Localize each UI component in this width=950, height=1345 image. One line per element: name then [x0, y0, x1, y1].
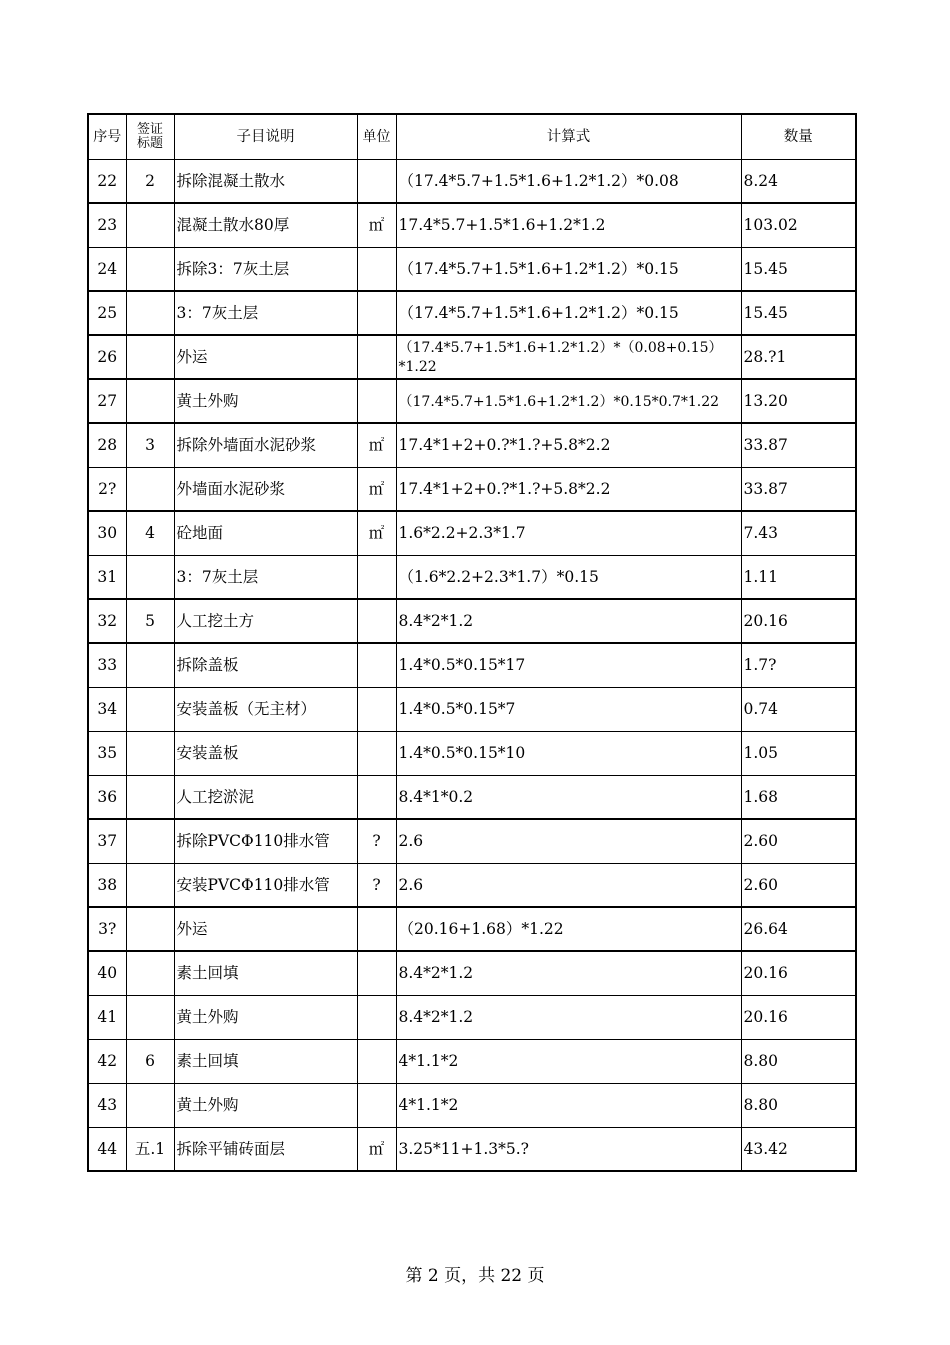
table-row	[88, 687, 856, 731]
cell-quantity: 8.24	[741, 159, 856, 203]
page-footer: 第 2 页，共 22 页	[405, 1266, 545, 1286]
cell-formula: （17.4*5.7+1.5*1.6+1.2*1.2）*0.15	[396, 247, 741, 291]
cell-formula: 1.4*0.5*0.15*17	[396, 643, 741, 687]
cell-description: 砼地面	[174, 511, 357, 555]
cell-unit	[357, 775, 396, 819]
cell-visa-title	[126, 907, 174, 951]
table-row	[88, 1083, 856, 1127]
cell-unit	[357, 687, 396, 731]
cell-description: 3：7灰土层	[174, 291, 357, 335]
cell-visa-title	[126, 203, 174, 247]
cell-visa-title: 五.1	[126, 1127, 174, 1171]
cell-formula: （1.6*2.2+2.3*1.7）*0.15	[396, 555, 741, 599]
cell-unit	[357, 247, 396, 291]
header-description: 子目说明	[174, 114, 357, 159]
cell-seq: 40	[88, 951, 126, 995]
cell-seq: 26	[88, 335, 126, 379]
table-row	[88, 643, 856, 687]
cell-unit: ㎡	[357, 1127, 396, 1171]
cell-visa-title	[126, 731, 174, 775]
cell-formula: 1.6*2.2+2.3*1.7	[396, 511, 741, 555]
cell-seq: 43	[88, 1083, 126, 1127]
cell-quantity: 26.64	[741, 907, 856, 951]
table-row	[88, 599, 856, 643]
quantity-calculation-table	[87, 113, 857, 1172]
cell-quantity: 8.80	[741, 1083, 856, 1127]
cell-description: 人工挖淤泥	[174, 775, 357, 819]
cell-description: 黄土外购	[174, 379, 357, 423]
cell-quantity: 7.43	[741, 511, 856, 555]
cell-visa-title	[126, 819, 174, 863]
cell-quantity: 0.74	[741, 687, 856, 731]
table-row	[88, 1127, 856, 1171]
cell-quantity: 43.42	[741, 1127, 856, 1171]
cell-visa-title	[126, 995, 174, 1039]
cell-description: 混凝土散水80厚	[174, 203, 357, 247]
cell-quantity: 20.16	[741, 995, 856, 1039]
cell-formula: 1.4*0.5*0.15*10	[396, 731, 741, 775]
cell-description: 安装盖板（无主材）	[174, 687, 357, 731]
cell-quantity: 15.45	[741, 291, 856, 335]
cell-formula: 17.4*5.7+1.5*1.6+1.2*1.2	[396, 203, 741, 247]
cell-seq: 27	[88, 379, 126, 423]
cell-description: 3：7灰土层	[174, 555, 357, 599]
cell-seq: 23	[88, 203, 126, 247]
cell-unit	[357, 951, 396, 995]
cell-description: 拆除3：7灰土层	[174, 247, 357, 291]
table-row	[88, 335, 856, 379]
cell-unit: ㎡	[357, 511, 396, 555]
cell-seq: 38	[88, 863, 126, 907]
header-visa-line2: 标题	[136, 135, 163, 151]
cell-unit	[357, 1039, 396, 1083]
cell-unit	[357, 599, 396, 643]
cell-visa-title	[126, 687, 174, 731]
cell-seq: 28	[88, 423, 126, 467]
table-row	[88, 555, 856, 599]
cell-seq: 32	[88, 599, 126, 643]
cell-quantity: 103.02	[741, 203, 856, 247]
table-row	[88, 379, 856, 423]
cell-visa-title: 3	[126, 423, 174, 467]
cell-quantity: 15.45	[741, 247, 856, 291]
cell-visa-title	[126, 467, 174, 511]
cell-seq: 22	[88, 159, 126, 203]
table-body	[88, 159, 856, 1171]
header-unit: 单位	[357, 114, 396, 159]
table-row	[88, 291, 856, 335]
cell-quantity: 2.60	[741, 863, 856, 907]
cell-visa-title	[126, 247, 174, 291]
table-row	[88, 731, 856, 775]
cell-quantity: 1.05	[741, 731, 856, 775]
table-row	[88, 863, 856, 907]
cell-seq: 37	[88, 819, 126, 863]
cell-formula: 2.6	[396, 863, 741, 907]
cell-seq: 24	[88, 247, 126, 291]
cell-visa-title	[126, 951, 174, 995]
cell-seq: 33	[88, 643, 126, 687]
cell-unit: ㎡	[357, 203, 396, 247]
cell-unit: ㎡	[357, 467, 396, 511]
cell-unit	[357, 555, 396, 599]
cell-seq: 34	[88, 687, 126, 731]
cell-quantity: 20.16	[741, 951, 856, 995]
cell-unit	[357, 159, 396, 203]
cell-quantity: 1.7?	[741, 643, 856, 687]
table-row	[88, 775, 856, 819]
cell-visa-title	[126, 335, 174, 379]
cell-visa-title: 4	[126, 511, 174, 555]
cell-formula: 3.25*11+1.3*5.?	[396, 1127, 741, 1171]
table-row	[88, 819, 856, 863]
table-header-row	[88, 114, 856, 159]
header-visa-line1: 签证	[136, 121, 163, 137]
cell-description: 黄土外购	[174, 995, 357, 1039]
cell-seq: 25	[88, 291, 126, 335]
cell-visa-title	[126, 291, 174, 335]
cell-formula: （17.4*5.7+1.5*1.6+1.2*1.2）*0.15	[396, 291, 741, 335]
cell-formula: （17.4*5.7+1.5*1.6+1.2*1.2）*（0.08+0.15）*1.22	[396, 335, 741, 379]
cell-formula: （17.4*5.7+1.5*1.6+1.2*1.2）*0.08	[396, 159, 741, 203]
cell-description: 人工挖土方	[174, 599, 357, 643]
table-row	[88, 995, 856, 1039]
cell-seq: 42	[88, 1039, 126, 1083]
cell-formula: （17.4*5.7+1.5*1.6+1.2*1.2）*0.15*0.7*1.22	[396, 379, 741, 423]
cell-visa-title	[126, 379, 174, 423]
cell-seq: 35	[88, 731, 126, 775]
table-row	[88, 467, 856, 511]
cell-description: 拆除PVCΦ110排水管	[174, 819, 357, 863]
table-row	[88, 203, 856, 247]
cell-description: 外运	[174, 907, 357, 951]
header-seq: 序号	[88, 114, 126, 159]
cell-description: 安装盖板	[174, 731, 357, 775]
cell-formula: 17.4*1+2+0.?*1.?+5.8*2.2	[396, 467, 741, 511]
cell-description: 素土回填	[174, 951, 357, 995]
table-row	[88, 423, 856, 467]
cell-unit	[357, 1083, 396, 1127]
cell-seq: 44	[88, 1127, 126, 1171]
cell-description: 拆除盖板	[174, 643, 357, 687]
cell-visa-title: 2	[126, 159, 174, 203]
cell-unit	[357, 907, 396, 951]
header-formula: 计算式	[396, 114, 741, 159]
cell-quantity: 13.20	[741, 379, 856, 423]
table-row	[88, 907, 856, 951]
cell-description: 黄土外购	[174, 1083, 357, 1127]
table-row	[88, 511, 856, 555]
cell-unit	[357, 291, 396, 335]
cell-formula: 4*1.1*2	[396, 1083, 741, 1127]
cell-seq: 2?	[88, 467, 126, 511]
cell-visa-title	[126, 1083, 174, 1127]
cell-seq: 3?	[88, 907, 126, 951]
cell-description: 拆除外墙面水泥砂浆	[174, 423, 357, 467]
cell-visa-title: 5	[126, 599, 174, 643]
cell-seq: 30	[88, 511, 126, 555]
cell-visa-title	[126, 863, 174, 907]
cell-unit	[357, 731, 396, 775]
cell-formula: 8.4*2*1.2	[396, 951, 741, 995]
cell-unit: ㎡	[357, 423, 396, 467]
cell-description: 拆除平铺砖面层	[174, 1127, 357, 1171]
cell-quantity: 1.68	[741, 775, 856, 819]
cell-unit	[357, 643, 396, 687]
cell-unit	[357, 379, 396, 423]
cell-formula: 8.4*2*1.2	[396, 995, 741, 1039]
table-row	[88, 1039, 856, 1083]
cell-visa-title: 6	[126, 1039, 174, 1083]
cell-seq: 36	[88, 775, 126, 819]
cell-description: 拆除混凝土散水	[174, 159, 357, 203]
cell-formula: 8.4*2*1.2	[396, 599, 741, 643]
table-row	[88, 159, 856, 203]
cell-formula: （20.16+1.68）*1.22	[396, 907, 741, 951]
header-visa-title	[126, 114, 174, 159]
cell-formula: 1.4*0.5*0.15*7	[396, 687, 741, 731]
cell-quantity: 20.16	[741, 599, 856, 643]
table-row	[88, 951, 856, 995]
cell-quantity: 1.11	[741, 555, 856, 599]
cell-seq: 31	[88, 555, 126, 599]
cell-formula: 8.4*1*0.2	[396, 775, 741, 819]
cell-description: 素土回填	[174, 1039, 357, 1083]
table-row	[88, 247, 856, 291]
cell-unit: ?	[357, 819, 396, 863]
cell-visa-title	[126, 555, 174, 599]
cell-formula: 4*1.1*2	[396, 1039, 741, 1083]
header-quantity: 数量	[741, 114, 856, 159]
cell-description: 外运	[174, 335, 357, 379]
cell-quantity: 2.60	[741, 819, 856, 863]
cell-formula: 2.6	[396, 819, 741, 863]
cell-formula: 17.4*1+2+0.?*1.?+5.8*2.2	[396, 423, 741, 467]
cell-description: 外墙面水泥砂浆	[174, 467, 357, 511]
cell-visa-title	[126, 775, 174, 819]
cell-quantity: 33.87	[741, 467, 856, 511]
cell-unit	[357, 995, 396, 1039]
cell-quantity: 33.87	[741, 423, 856, 467]
cell-description: 安装PVCΦ110排水管	[174, 863, 357, 907]
cell-unit: ?	[357, 863, 396, 907]
cell-quantity: 8.80	[741, 1039, 856, 1083]
cell-unit	[357, 335, 396, 379]
cell-quantity: 28.?1	[741, 335, 856, 379]
cell-visa-title	[126, 643, 174, 687]
cell-seq: 41	[88, 995, 126, 1039]
